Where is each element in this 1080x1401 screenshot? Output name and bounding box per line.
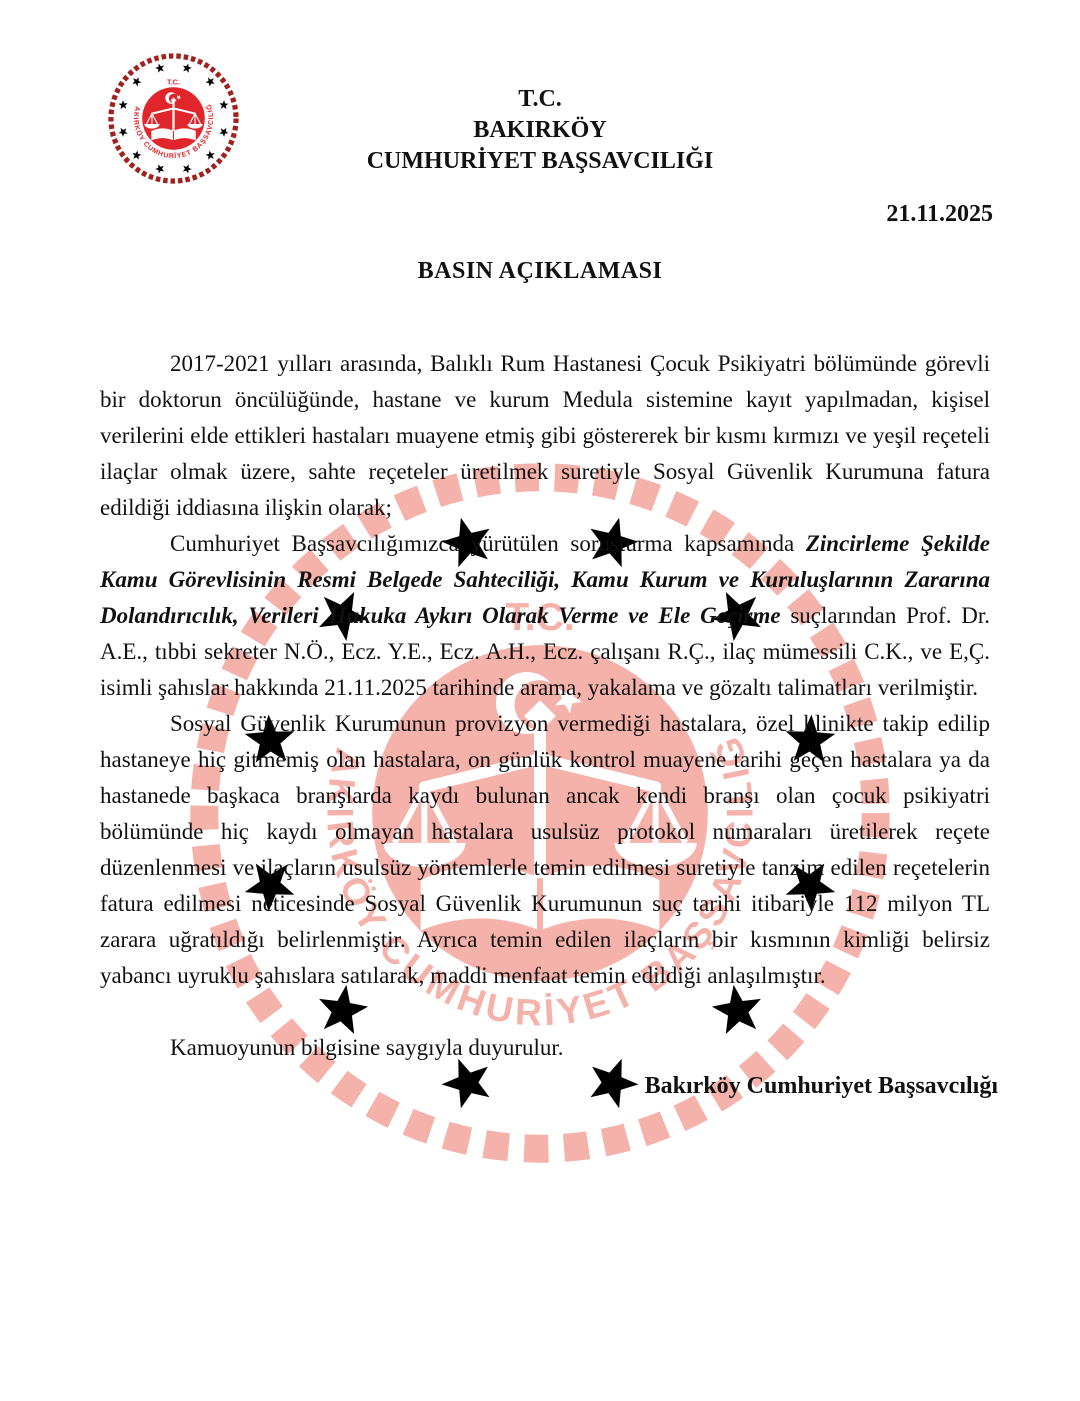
letterhead-office-line: CUMHURİYET BAŞSAVCILIĞI	[366, 148, 714, 174]
document-body	[100, 346, 990, 1066]
paragraph-closing: Kamuoyunun bilgisine saygıyla duyurulur.	[170, 1035, 564, 1060]
letterhead-tc-line: T.C.	[518, 86, 562, 112]
signature-office-name: Bakırköy Cumhuriyet Başsavcılığı	[644, 1073, 998, 1099]
prosecutor-office-seal	[104, 49, 243, 188]
paragraph-charges-lead: Cumhuriyet Başsavcılığımızca yürütülen soruşturma kapsamında	[170, 531, 806, 556]
paragraph-findings: Sosyal Güvenlik Kurumunun provizyon vermediği hastalara, özel klinikte takip edilip hastaneye hiç gitmemiş olan hastalara, on günlük kontrol muayene tarihi geçen hastalara ya da hastanede başkaca branşlarda kaydı bulunan ancak kendi branşı olan çocuk psikiyatri bölümünde hiç kaydı olmayan hastalara usulsüz protokol numaraları üretilerek reçete düzenlenmesi ve ilaçların usulsüz yöntemlerle temin edilmesi suretiyle tanzim edilen reçetelerin fatura edilmesi neticesinde Sosyal Güvenlik Kurumunun suç tarihi itibariyle 112 milyon TL zarara uğratıldığı belirlenmiştir. Ayrıca temin edilen ilaçların bir kısmının kimliği belirsiz yabancı uyruklu şahıslara satılarak, maddi menfaat temin edildiği anlaşılmıştır.	[100, 711, 990, 988]
charges-list-emphasis: Zincirleme Şekilde Kamu Görevlisinin Resmi Belgede Sahteciliği, Kamu Kurum ve Kuruluşlarının Zararına Dolandırıcılık, Verileri Hukuka Aykırı Olarak Verme ve Ele Geçirme	[100, 531, 990, 628]
paragraph-charges	[100, 526, 990, 706]
letterhead-district-line: BAKIRKÖY	[473, 117, 607, 143]
paragraph-allegation: 2017-2021 yılları arasında, Balıklı Rum Hastanesi Çocuk Psikiyatri bölümünde görevli bir doktorun öncülüğünde, hastane ve kurum Medula sistemine kayıt yapılmadan, kişisel verilerini elde ettikleri hastaları muayene etmiş gibi göstererek bir kısmı kırmızı ve yeşil reçeteli ilaçlar olmak üzere, sahte reçeteler üretilmek suretiyle Sosyal Güvenlik Kurumuna fatura edildiği iddiasına ilişkin olarak;	[100, 351, 990, 520]
press-release-title: BASIN AÇIKLAMASI	[417, 258, 663, 284]
paragraph-charges-rest: suçlarından Prof. Dr. A.E., tıbbi sekreter N.Ö., Ecz. Y.E., Ecz. A.H., Ecz. çalışanı R.Ç., ilaç mümessili C.K., ve E,Ç. isimli şahıslar hakkında 21.11.2025 tarihinde arama, yakalama ve gözaltı talimatları verilmiştir.	[100, 603, 990, 700]
document-date: 21.11.2025	[886, 201, 993, 227]
